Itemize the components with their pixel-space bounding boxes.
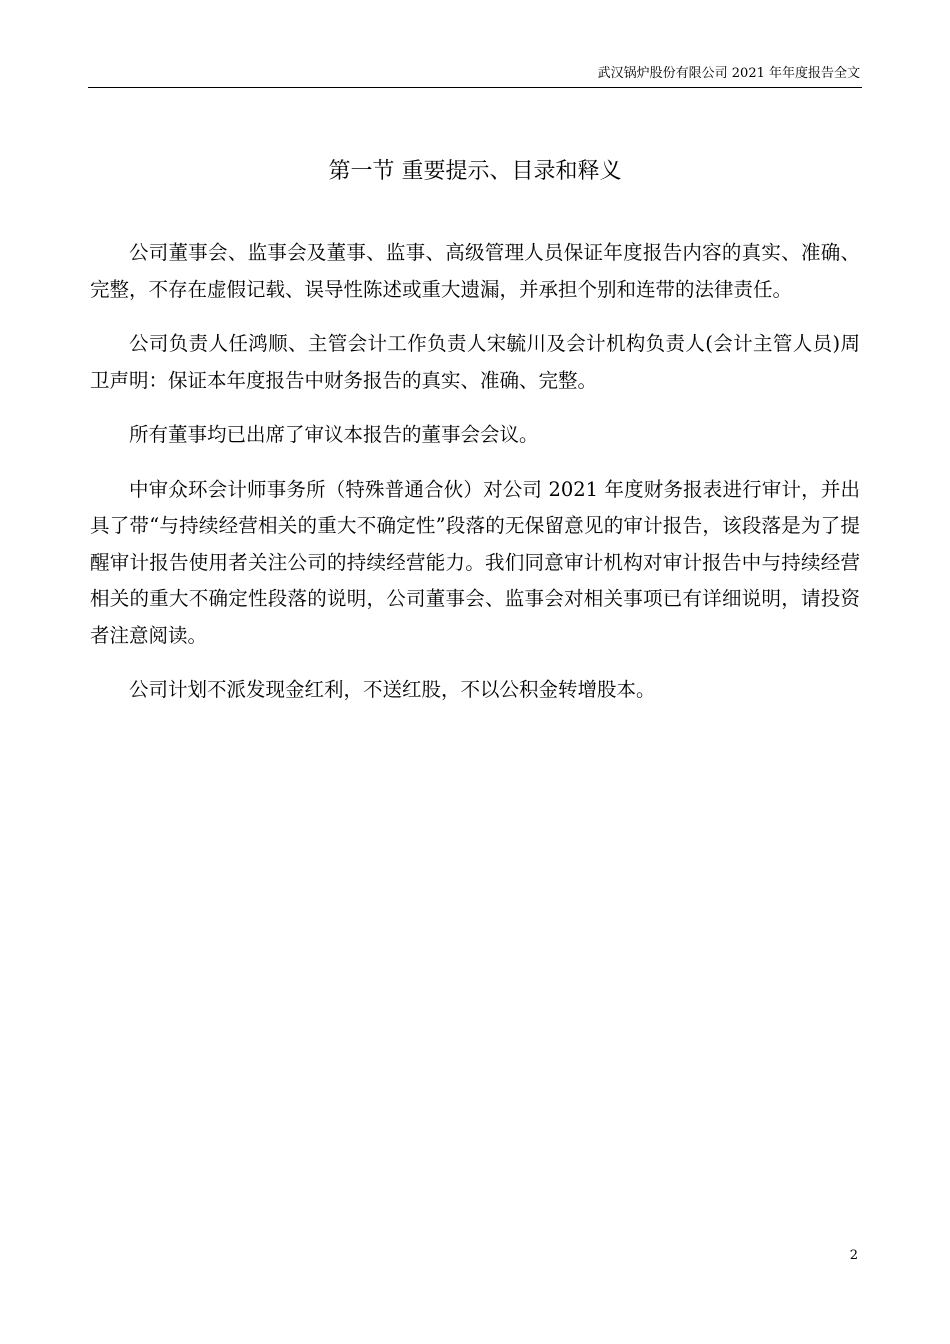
- paragraph-audit-opinion: 中审众环会计师事务所（特殊普通合伙）对公司 2021 年度财务报表进行审计，并出具了带“与持续经营相关的重大不确定性”段落的无保留意见的审计报告，该段落是为了提醒审计报告使用者关注公司的持续经营能力。我们同意审计机构对审计报告中与持续经营相关的重大不确定性段落的说明，公司董事会、监事会对相关事项已有详细说明，请投资者注意阅读。: [90, 477, 860, 647]
- paragraph-board-attendance: 所有董事均已出席了审议本报告的董事会会议。: [129, 423, 539, 446]
- page-number: 2: [849, 1248, 858, 1263]
- section-title: 第一节 重要提示、目录和释义: [328, 159, 622, 184]
- paragraph-responsibility-statement: 公司董事会、监事会及董事、监事、高级管理人员保证年度报告内容的真实、准确、完整，不存在虚假记载、误导性陈述或重大遗漏，并承担个别和连带的法律责任。: [90, 241, 860, 301]
- document-body: [90, 235, 860, 727]
- running-header: 武汉锅炉股份有限公司 2021 年年度报告全文: [597, 66, 860, 81]
- header-divider: [88, 87, 862, 88]
- paragraph-dividend-plan: 公司计划不派发现金红利，不送红股，不以公积金转增股本。: [129, 678, 656, 701]
- paragraph-officer-declaration: 公司负责人任鸿顺、主管会计工作负责人宋毓川及会计机构负责人(会计主管人员)周卫声明：保证本年度报告中财务报告的真实、准确、完整。: [90, 332, 860, 392]
